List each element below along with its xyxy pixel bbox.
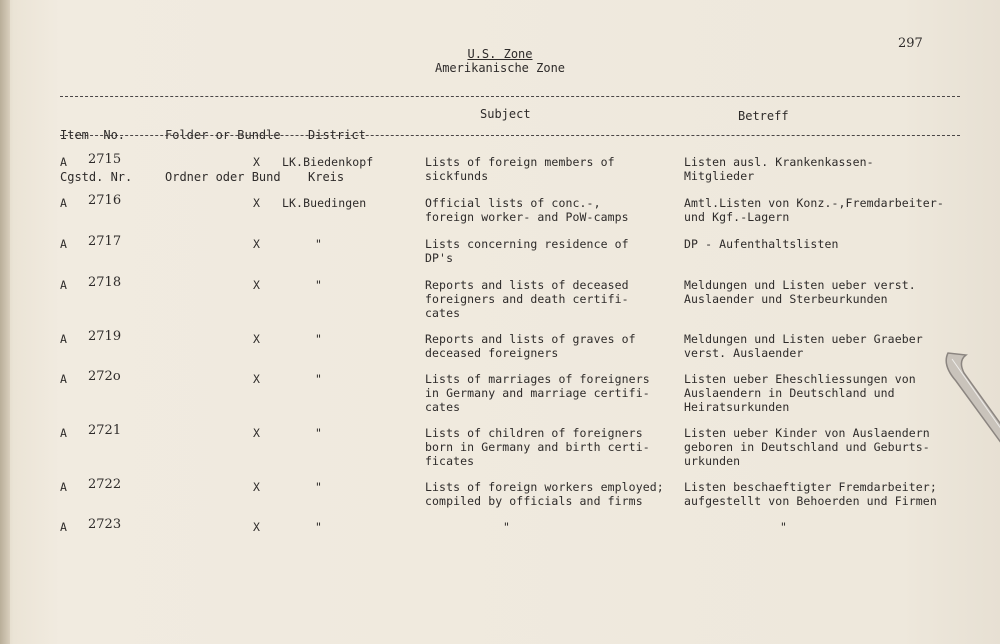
page-number: 297: [898, 36, 923, 51]
column-header-district-line2: Kreis: [308, 170, 345, 184]
row-folder-mark: X: [253, 480, 261, 494]
row-betreff: Listen ueber Kinder von Auslaendern geboren in Deutschland und Geburts- urkunden: [684, 426, 930, 468]
column-header-folder: [165, 100, 281, 212]
row-subject: Lists of foreign members of sickfunds: [425, 155, 615, 183]
row-folder-mark: X: [253, 155, 261, 169]
row-letter: A: [60, 196, 68, 210]
row-number: 2719: [88, 329, 122, 344]
row-subject: Lists of children of foreigners born in Germany and birth certi- ficates: [425, 426, 650, 468]
row-subject: Lists of marriages of foreigners in Germany and marriage certifi- cates: [425, 372, 650, 414]
row-district: LK.Buedingen: [282, 196, 367, 210]
row-folder-mark: X: [253, 196, 261, 210]
row-district: ": [315, 278, 323, 292]
zone-title: U.S. Zone: [467, 47, 533, 61]
row-district: ": [315, 426, 323, 440]
row-district: ": [315, 332, 323, 346]
row-district: ": [315, 520, 323, 534]
row-betreff: Listen ausl. Krankenkassen- Mitglieder: [684, 155, 874, 183]
column-header-district-line1: District: [308, 128, 366, 142]
row-betreff: DP - Aufenthaltslisten: [684, 237, 839, 251]
row-number: 2721: [88, 423, 122, 438]
row-number: 2723: [88, 517, 122, 532]
row-letter: A: [60, 426, 68, 440]
row-district: ": [315, 480, 323, 494]
zone-subtitle: Amerikanische Zone: [434, 61, 566, 75]
paper-clip-icon: [940, 345, 1000, 465]
row-number: 272o: [88, 369, 121, 384]
row-subject: Official lists of conc.-, foreign worker- and PoW-camps: [425, 196, 629, 224]
column-header-item-line2: Cgstd. Nr.: [60, 170, 133, 184]
row-betreff: Listen beschaeftigter Fremdarbeiter; aufgestellt von Behoerden und Firmen: [684, 480, 937, 508]
row-folder-mark: X: [253, 426, 261, 440]
row-letter: A: [60, 237, 68, 251]
row-number: 2716: [88, 193, 122, 208]
row-letter: A: [60, 520, 68, 534]
row-subject: Reports and lists of deceased foreigners and death certifi- cates: [425, 278, 629, 320]
row-betreff: Amtl.Listen von Konz.-,Fremdarbeiter- und Kgf.-Lagern: [684, 196, 944, 224]
row-subject: ": [503, 520, 511, 534]
row-number: 2717: [88, 234, 122, 249]
row-folder-mark: X: [253, 278, 261, 292]
row-folder-mark: X: [253, 520, 261, 534]
column-header-item-line1: Item No.: [60, 128, 126, 142]
row-letter: A: [60, 332, 68, 346]
column-header-folder-line2: Ordner oder Bund: [165, 170, 281, 184]
column-header-betreff: Betreff: [738, 109, 789, 123]
row-subject: Reports and lists of graves of deceased foreigners: [425, 332, 636, 360]
header-top-rule: [60, 96, 960, 97]
row-folder-mark: X: [253, 372, 261, 386]
row-folder-mark: X: [253, 237, 261, 251]
column-header-subject: Subject: [480, 107, 531, 121]
column-header-folder-line1: Folder or Bundle: [165, 128, 281, 142]
row-letter: A: [60, 372, 68, 386]
row-betreff: Listen ueber Eheschliessungen von Auslaendern in Deutschland und Heiratsurkunden: [684, 372, 916, 414]
row-letter: A: [60, 480, 68, 494]
row-number: 2718: [88, 275, 122, 290]
row-district: ": [315, 237, 323, 251]
row-number: 2715: [88, 152, 122, 167]
row-subject: Lists concerning residence of DP's: [425, 237, 629, 265]
row-subject: Lists of foreign workers employed; compiled by officials and firms: [425, 480, 664, 508]
row-letter: A: [60, 155, 68, 169]
page-binding-edge: [0, 0, 10, 644]
row-district: ": [315, 372, 323, 386]
row-betreff: Meldungen und Listen ueber verst. Auslaender und Sterbeurkunden: [684, 278, 916, 306]
row-number: 2722: [88, 477, 122, 492]
row-folder-mark: X: [253, 332, 261, 346]
row-betreff: ": [780, 520, 788, 534]
row-letter: A: [60, 278, 68, 292]
row-district: LK.Biedenkopf: [282, 155, 374, 169]
row-betreff: Meldungen und Listen ueber Graeber verst. Auslaender: [684, 332, 923, 360]
